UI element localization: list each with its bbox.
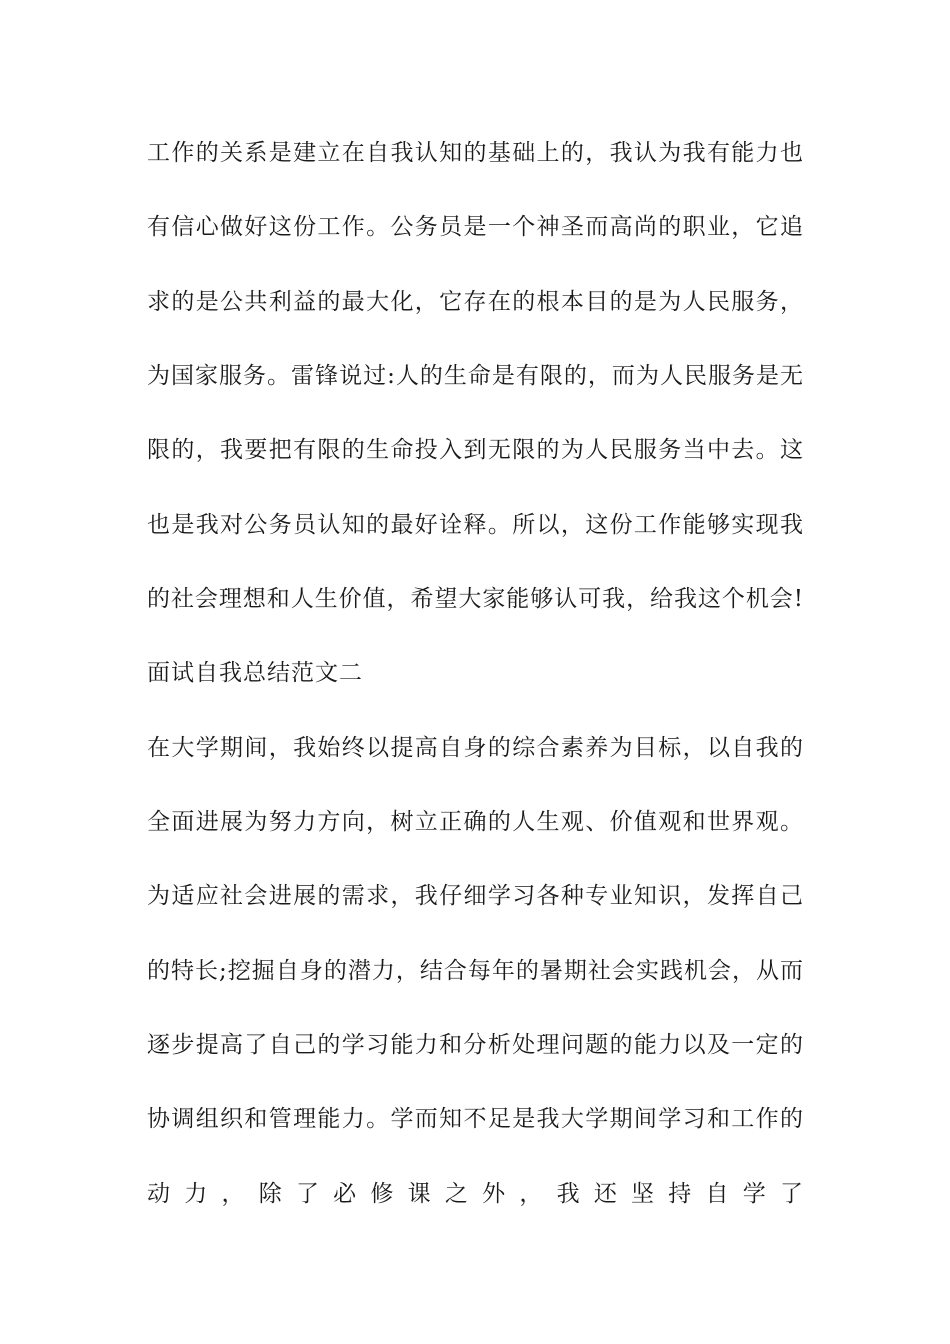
text-line: 为国家服务。雷锋说过:人的生命是有限的，而为人民服务是无 bbox=[147, 363, 803, 389]
text-line: 有信心做好这份工作。公务员是一个神圣而高尚的职业，它追 bbox=[147, 214, 803, 240]
text-line: 的社会理想和人生价值，希望大家能够认可我，给我这个机会! bbox=[147, 586, 803, 612]
text-line: 全面进展为努力方向，树立正确的人生观、价值观和世界观。 bbox=[147, 809, 803, 835]
text-line: 也是我对公务员认知的最好诠释。所以，这份工作能够实现我 bbox=[147, 512, 803, 538]
section-heading: 面试自我总结范文二 bbox=[147, 660, 363, 686]
text-line: 在大学期间，我始终以提高自身的综合素养为目标，以自我的 bbox=[147, 735, 803, 761]
text-line: 限的，我要把有限的生命投入到无限的为人民服务当中去。这 bbox=[147, 437, 803, 463]
text-line: 工作的关系是建立在自我认知的基础上的，我认为我有能力也 bbox=[147, 140, 803, 166]
text-line: 逐步提高了自己的学习能力和分析处理问题的能力以及一定的 bbox=[147, 1032, 803, 1058]
text-line: 为适应社会进展的需求，我仔细学习各种专业知识，发挥自己 bbox=[147, 883, 803, 909]
text-line: 求的是公共利益的最大化，它存在的根本目的是为人民服务， bbox=[147, 289, 803, 315]
text-line: 协调组织和管理能力。学而知不足是我大学期间学习和工作的 bbox=[147, 1106, 803, 1132]
text-line: 的特长;挖掘自身的潜力，结合每年的暑期社会实践机会，从而 bbox=[147, 958, 803, 984]
text-line: 动 力 ， 除 了 必 修 课 之 外 ， 我 还 坚 持 自 学 了 bbox=[147, 1181, 803, 1207]
